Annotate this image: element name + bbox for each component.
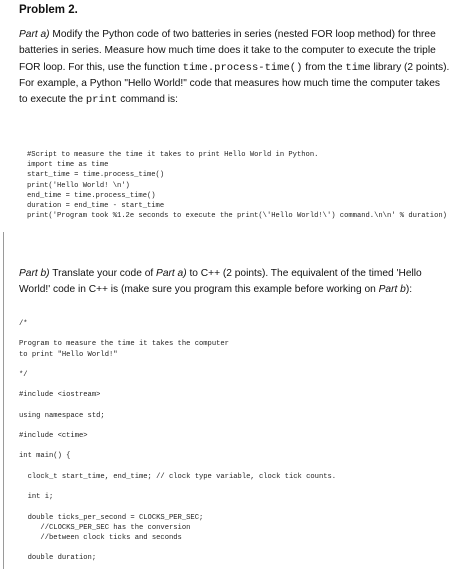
python-code-line: #Script to measure the time it takes to print Hello World in Python. <box>27 151 319 159</box>
cpp-code-line <box>19 380 336 390</box>
part-b-ref: Part a) <box>156 268 187 279</box>
cpp-code-line: clock_t start_time, end_time; // clock type variable, clock tick counts. <box>19 472 337 481</box>
python-code-line: print('Hello World! \n') <box>27 181 130 190</box>
problem-title: Problem 2. <box>19 4 78 16</box>
part-b-paragraph <box>19 266 457 299</box>
part-b-line-2 <box>19 282 457 298</box>
cpp-code-line: int main() { <box>19 452 71 461</box>
part-a-line-4 <box>19 76 457 92</box>
cpp-code-line <box>19 360 336 370</box>
cpp-code-line: */ <box>19 370 28 379</box>
part-a-text: library (2 points). <box>370 61 450 73</box>
cpp-code-line <box>19 401 336 411</box>
python-code-block <box>27 150 447 221</box>
part-a-text: batteries in series. Measure how much time does it take to the computer to execute the triple <box>19 45 436 57</box>
cpp-code-line: Program to measure the time it takes the computer <box>19 340 229 349</box>
python-code-line: import time as time <box>27 161 109 170</box>
part-b-text: Translate your code of <box>49 268 157 279</box>
cpp-code-block <box>19 319 336 564</box>
cpp-code-line: double duration; <box>19 554 97 563</box>
cpp-code-line: double ticks_per_second = CLOCKS_PER_SEC; <box>19 513 204 522</box>
cpp-code-line <box>19 543 336 553</box>
part-a-text: FOR loop. For this, use the function <box>19 61 183 73</box>
cpp-code-line: using namespace std; <box>19 411 105 420</box>
inline-code-time: time <box>345 61 371 74</box>
part-a-line-5 <box>19 92 457 108</box>
inline-code-print: print <box>85 94 118 107</box>
part-a-line-1 <box>19 27 457 43</box>
part-a-paragraph <box>19 27 457 108</box>
part-a-text: to execute the <box>19 94 86 106</box>
cpp-code-line: to print "Hello World!" <box>19 350 118 359</box>
part-b-text: World!' code in C++ is (make sure you program this example before working on <box>19 284 379 296</box>
cpp-code-line <box>19 421 336 431</box>
cpp-code-line: int i; <box>19 493 54 502</box>
python-code-line: print('Program took %1.2e seconds to execute the print(\'Hello World!\') command.\n\n' % duration) <box>27 212 447 221</box>
cpp-code-line: /* <box>19 320 28 328</box>
part-a-line-2 <box>19 43 457 59</box>
cpp-code-line: //CLOCKS_PER_SEC has the conversion <box>19 523 191 532</box>
part-a-text: Modify the Python code of two batteries in series (nested FOR loop method) for three <box>49 29 436 40</box>
inline-code-process-time: time.process-time() <box>182 61 303 74</box>
part-b-line-1 <box>19 266 457 282</box>
cpp-code-line: //between clock ticks and seconds <box>19 533 182 542</box>
cpp-code-line: #include <ctime> <box>19 432 88 441</box>
part-a-text: from the <box>302 61 346 73</box>
python-code-line: duration = end_time - start_time <box>27 201 165 210</box>
cpp-code-line <box>19 502 336 512</box>
part-a-text: command is: <box>117 94 178 106</box>
cpp-code-line: #include <iostream> <box>19 391 101 400</box>
cpp-code-line <box>19 441 336 451</box>
part-b-label: Part b) <box>19 268 50 279</box>
part-a-text: For example, a Python "Hello World!" code that measures how much time the computer takes <box>19 77 440 89</box>
part-b-text: to C++ (2 points). The equivalent of the timed 'Hello <box>186 268 422 279</box>
part-b-text: ): <box>405 284 413 296</box>
cpp-code-line <box>19 462 336 472</box>
cpp-code-line <box>19 329 336 339</box>
margin-rule <box>3 232 4 569</box>
part-b-ref: Part b <box>378 284 406 296</box>
python-code-line: start_time = time.process_time() <box>27 171 165 180</box>
python-code-line: end_time = time.process_time() <box>27 191 156 200</box>
part-a-label: Part a) <box>19 29 50 40</box>
part-a-line-3 <box>19 60 457 76</box>
cpp-code-line <box>19 482 336 492</box>
